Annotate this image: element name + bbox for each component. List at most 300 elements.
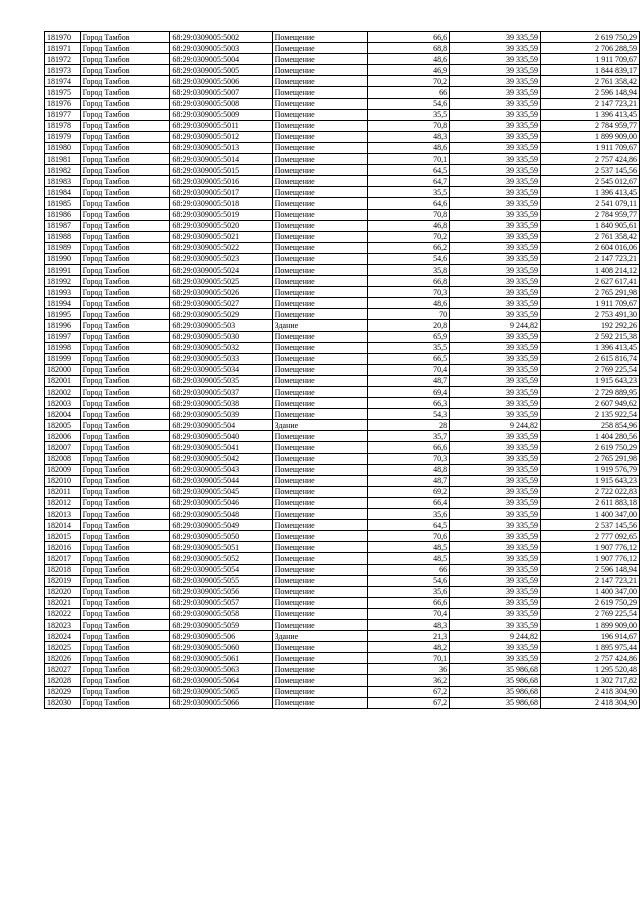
table-row bbox=[45, 375, 640, 386]
row-id-cell: 181989 bbox=[45, 242, 81, 253]
row-id-cell: 182000 bbox=[45, 364, 81, 375]
cadastral-number-cell: 68:29:0309005:5049 bbox=[170, 520, 272, 531]
table-row bbox=[45, 209, 640, 220]
city-cell: Город Тамбов bbox=[80, 231, 170, 242]
area-cell: 69,4 bbox=[367, 387, 449, 398]
table-row bbox=[45, 420, 640, 431]
object-type-cell: Помещение bbox=[272, 298, 367, 309]
specific-value-cell: 39 335,59 bbox=[450, 87, 541, 98]
row-id-cell: 181974 bbox=[45, 76, 81, 87]
specific-value-cell: 39 335,59 bbox=[450, 32, 541, 43]
object-type-cell: Помещение bbox=[272, 276, 367, 287]
specific-value-cell: 39 335,59 bbox=[450, 553, 541, 564]
city-cell: Город Тамбов bbox=[80, 564, 170, 575]
row-id-cell: 181982 bbox=[45, 165, 81, 176]
object-type-cell: Помещение bbox=[272, 464, 367, 475]
table-row bbox=[45, 176, 640, 187]
cadastral-number-cell: 68:29:0309005:5056 bbox=[170, 586, 272, 597]
cadastral-value-cell: 2 753 491,30 bbox=[540, 309, 639, 320]
table-row bbox=[45, 320, 640, 331]
object-type-cell: Помещение bbox=[272, 109, 367, 120]
specific-value-cell: 39 335,59 bbox=[450, 509, 541, 520]
cadastral-value-cell: 2 607 949,62 bbox=[540, 398, 639, 409]
cadastral-number-cell: 68:29:0309005:504 bbox=[170, 420, 272, 431]
object-type-cell: Помещение bbox=[272, 675, 367, 686]
cadastral-value-cell: 2 765 291,98 bbox=[540, 453, 639, 464]
table-row bbox=[45, 642, 640, 653]
cadastral-number-cell: 68:29:0309005:5024 bbox=[170, 264, 272, 275]
row-id-cell: 181984 bbox=[45, 187, 81, 198]
row-id-cell: 181981 bbox=[45, 154, 81, 165]
row-id-cell: 182012 bbox=[45, 497, 81, 508]
city-cell: Город Тамбов bbox=[80, 287, 170, 298]
cadastral-number-cell: 68:29:0309005:5059 bbox=[170, 619, 272, 630]
object-type-cell: Помещение bbox=[272, 442, 367, 453]
cadastral-number-cell: 68:29:0309005:5025 bbox=[170, 276, 272, 287]
table-row bbox=[45, 187, 640, 198]
cadastral-number-cell: 68:29:0309005:5009 bbox=[170, 109, 272, 120]
object-type-cell: Помещение bbox=[272, 597, 367, 608]
object-type-cell: Помещение bbox=[272, 187, 367, 198]
object-type-cell: Помещение bbox=[272, 564, 367, 575]
cadastral-number-cell: 68:29:0309005:5021 bbox=[170, 231, 272, 242]
table-row bbox=[45, 353, 640, 364]
area-cell: 46,8 bbox=[367, 220, 449, 231]
specific-value-cell: 39 335,59 bbox=[450, 497, 541, 508]
cadastral-number-cell: 68:29:0309005:5057 bbox=[170, 597, 272, 608]
area-cell: 66,3 bbox=[367, 398, 449, 409]
row-id-cell: 182026 bbox=[45, 653, 81, 664]
row-id-cell: 182016 bbox=[45, 542, 81, 553]
object-type-cell: Помещение bbox=[272, 220, 367, 231]
city-cell: Город Тамбов bbox=[80, 608, 170, 619]
cadastral-value-cell: 2 619 750,29 bbox=[540, 442, 639, 453]
city-cell: Город Тамбов bbox=[80, 331, 170, 342]
city-cell: Город Тамбов bbox=[80, 375, 170, 386]
area-cell: 70,2 bbox=[367, 231, 449, 242]
area-cell: 70,2 bbox=[367, 76, 449, 87]
row-id-cell: 181977 bbox=[45, 109, 81, 120]
row-id-cell: 181987 bbox=[45, 220, 81, 231]
row-id-cell: 182001 bbox=[45, 375, 81, 386]
object-type-cell: Помещение bbox=[272, 87, 367, 98]
object-type-cell: Помещение bbox=[272, 176, 367, 187]
table-row bbox=[45, 686, 640, 697]
specific-value-cell: 39 335,59 bbox=[450, 109, 541, 120]
object-type-cell: Помещение bbox=[272, 497, 367, 508]
cadastral-value-cell: 2 135 922,54 bbox=[540, 409, 639, 420]
table-row bbox=[45, 264, 640, 275]
cadastral-value-cell: 2 765 291,98 bbox=[540, 287, 639, 298]
specific-value-cell: 39 335,59 bbox=[450, 220, 541, 231]
specific-value-cell: 39 335,59 bbox=[450, 586, 541, 597]
specific-value-cell: 39 335,59 bbox=[450, 653, 541, 664]
cadastral-value-cell: 1 915 643,23 bbox=[540, 375, 639, 386]
row-id-cell: 182002 bbox=[45, 387, 81, 398]
city-cell: Город Тамбов bbox=[80, 309, 170, 320]
table-row bbox=[45, 475, 640, 486]
area-cell: 70,8 bbox=[367, 120, 449, 131]
specific-value-cell: 39 335,59 bbox=[450, 209, 541, 220]
city-cell: Город Тамбов bbox=[80, 697, 170, 708]
table-row bbox=[45, 298, 640, 309]
table-body bbox=[45, 32, 640, 709]
table-row bbox=[45, 431, 640, 442]
object-type-cell: Здание bbox=[272, 631, 367, 642]
cadastral-value-cell: 1 396 413,45 bbox=[540, 187, 639, 198]
city-cell: Город Тамбов bbox=[80, 664, 170, 675]
object-type-cell: Помещение bbox=[272, 619, 367, 630]
area-cell: 70,1 bbox=[367, 154, 449, 165]
specific-value-cell: 39 335,59 bbox=[450, 375, 541, 386]
specific-value-cell: 39 335,59 bbox=[450, 242, 541, 253]
object-type-cell: Помещение bbox=[272, 165, 367, 176]
specific-value-cell: 39 335,59 bbox=[450, 76, 541, 87]
object-type-cell: Помещение bbox=[272, 531, 367, 542]
cadastral-number-cell: 68:29:0309005:5054 bbox=[170, 564, 272, 575]
object-type-cell: Помещение bbox=[272, 409, 367, 420]
specific-value-cell: 39 335,59 bbox=[450, 309, 541, 320]
city-cell: Город Тамбов bbox=[80, 54, 170, 65]
table-row bbox=[45, 131, 640, 142]
object-type-cell: Помещение bbox=[272, 231, 367, 242]
table-row bbox=[45, 142, 640, 153]
specific-value-cell: 9 244,82 bbox=[450, 631, 541, 642]
city-cell: Город Тамбов bbox=[80, 109, 170, 120]
object-type-cell: Помещение bbox=[272, 309, 367, 320]
city-cell: Город Тамбов bbox=[80, 409, 170, 420]
cadastral-value-cell: 2 769 225,54 bbox=[540, 364, 639, 375]
area-cell: 48,2 bbox=[367, 642, 449, 653]
specific-value-cell: 39 335,59 bbox=[450, 398, 541, 409]
cadastral-value-cell: 2 418 304,90 bbox=[540, 697, 639, 708]
city-cell: Город Тамбов bbox=[80, 453, 170, 464]
area-cell: 48,8 bbox=[367, 464, 449, 475]
object-type-cell: Помещение bbox=[272, 509, 367, 520]
cadastral-number-cell: 68:29:0309005:5061 bbox=[170, 653, 272, 664]
cadastral-number-cell: 68:29:0309005:5019 bbox=[170, 209, 272, 220]
city-cell: Город Тамбов bbox=[80, 176, 170, 187]
cadastral-value-cell: 2 627 617,41 bbox=[540, 276, 639, 287]
cadastral-number-cell: 68:29:0309005:5006 bbox=[170, 76, 272, 87]
area-cell: 70,1 bbox=[367, 653, 449, 664]
specific-value-cell: 39 335,59 bbox=[450, 520, 541, 531]
row-id-cell: 182022 bbox=[45, 608, 81, 619]
area-cell: 54,6 bbox=[367, 575, 449, 586]
city-cell: Город Тамбов bbox=[80, 686, 170, 697]
cadastral-value-cell: 1 396 413,45 bbox=[540, 342, 639, 353]
table-row bbox=[45, 409, 640, 420]
table-row bbox=[45, 387, 640, 398]
specific-value-cell: 39 335,59 bbox=[450, 331, 541, 342]
cadastral-number-cell: 68:29:0309005:5044 bbox=[170, 475, 272, 486]
cadastral-value-cell: 1 899 909,00 bbox=[540, 131, 639, 142]
city-cell: Город Тамбов bbox=[80, 675, 170, 686]
cadastral-number-cell: 68:29:0309005:5008 bbox=[170, 98, 272, 109]
row-id-cell: 181991 bbox=[45, 264, 81, 275]
city-cell: Город Тамбов bbox=[80, 387, 170, 398]
row-id-cell: 182024 bbox=[45, 631, 81, 642]
row-id-cell: 182020 bbox=[45, 586, 81, 597]
object-type-cell: Здание bbox=[272, 320, 367, 331]
city-cell: Город Тамбов bbox=[80, 142, 170, 153]
table-row bbox=[45, 65, 640, 76]
row-id-cell: 181995 bbox=[45, 309, 81, 320]
cadastral-number-cell: 68:29:0309005:5014 bbox=[170, 154, 272, 165]
cadastral-number-cell: 68:29:0309005:5012 bbox=[170, 131, 272, 142]
cadastral-number-cell: 68:29:0309005:5034 bbox=[170, 364, 272, 375]
table-row bbox=[45, 608, 640, 619]
specific-value-cell: 39 335,59 bbox=[450, 165, 541, 176]
area-cell: 48,5 bbox=[367, 553, 449, 564]
specific-value-cell: 39 335,59 bbox=[450, 65, 541, 76]
city-cell: Город Тамбов bbox=[80, 209, 170, 220]
city-cell: Город Тамбов bbox=[80, 276, 170, 287]
table-row bbox=[45, 165, 640, 176]
row-id-cell: 181970 bbox=[45, 32, 81, 43]
table-row bbox=[45, 497, 640, 508]
specific-value-cell: 39 335,59 bbox=[450, 342, 541, 353]
cadastral-value-cell: 2 757 424,86 bbox=[540, 653, 639, 664]
cadastral-number-cell: 68:29:0309005:5060 bbox=[170, 642, 272, 653]
table-row bbox=[45, 109, 640, 120]
table-row bbox=[45, 520, 640, 531]
city-cell: Город Тамбов bbox=[80, 420, 170, 431]
specific-value-cell: 39 335,59 bbox=[450, 43, 541, 54]
object-type-cell: Помещение bbox=[272, 375, 367, 386]
cadastral-number-cell: 68:29:0309005:5048 bbox=[170, 509, 272, 520]
specific-value-cell: 39 335,59 bbox=[450, 276, 541, 287]
cadastral-value-table bbox=[44, 31, 640, 709]
area-cell: 48,6 bbox=[367, 298, 449, 309]
city-cell: Город Тамбов bbox=[80, 431, 170, 442]
specific-value-cell: 39 335,59 bbox=[450, 364, 541, 375]
specific-value-cell: 39 335,59 bbox=[450, 353, 541, 364]
cadastral-value-cell: 1 400 347,00 bbox=[540, 509, 639, 520]
cadastral-number-cell: 68:29:0309005:5045 bbox=[170, 486, 272, 497]
row-id-cell: 182015 bbox=[45, 531, 81, 542]
cadastral-value-cell: 2 537 145,56 bbox=[540, 165, 639, 176]
specific-value-cell: 39 335,59 bbox=[450, 453, 541, 464]
city-cell: Город Тамбов bbox=[80, 642, 170, 653]
object-type-cell: Помещение bbox=[272, 142, 367, 153]
area-cell: 64,6 bbox=[367, 198, 449, 209]
table-row bbox=[45, 486, 640, 497]
object-type-cell: Помещение bbox=[272, 364, 367, 375]
city-cell: Город Тамбов bbox=[80, 165, 170, 176]
object-type-cell: Здание bbox=[272, 420, 367, 431]
area-cell: 66,5 bbox=[367, 353, 449, 364]
row-id-cell: 182004 bbox=[45, 409, 81, 420]
specific-value-cell: 39 335,59 bbox=[450, 54, 541, 65]
cadastral-number-cell: 68:29:0309005:5033 bbox=[170, 353, 272, 364]
city-cell: Город Тамбов bbox=[80, 631, 170, 642]
specific-value-cell: 39 335,59 bbox=[450, 120, 541, 131]
cadastral-value-cell: 2 722 022,83 bbox=[540, 486, 639, 497]
cadastral-value-cell: 2 611 883,18 bbox=[540, 497, 639, 508]
row-id-cell: 182011 bbox=[45, 486, 81, 497]
row-id-cell: 182027 bbox=[45, 664, 81, 675]
city-cell: Город Тамбов bbox=[80, 597, 170, 608]
object-type-cell: Помещение bbox=[272, 653, 367, 664]
row-id-cell: 181985 bbox=[45, 198, 81, 209]
table-row bbox=[45, 309, 640, 320]
cadastral-value-cell: 2 596 148,94 bbox=[540, 87, 639, 98]
cadastral-value-cell: 1 404 280,56 bbox=[540, 431, 639, 442]
table-row bbox=[45, 653, 640, 664]
cadastral-value-cell: 2 537 145,56 bbox=[540, 520, 639, 531]
city-cell: Город Тамбов bbox=[80, 464, 170, 475]
city-cell: Город Тамбов bbox=[80, 486, 170, 497]
cadastral-number-cell: 68:29:0309005:5038 bbox=[170, 398, 272, 409]
table-row bbox=[45, 564, 640, 575]
area-cell: 70,4 bbox=[367, 608, 449, 619]
area-cell: 20,8 bbox=[367, 320, 449, 331]
object-type-cell: Помещение bbox=[272, 209, 367, 220]
row-id-cell: 181978 bbox=[45, 120, 81, 131]
cadastral-value-cell: 1 911 709,67 bbox=[540, 298, 639, 309]
area-cell: 48,7 bbox=[367, 475, 449, 486]
object-type-cell: Помещение bbox=[272, 54, 367, 65]
city-cell: Город Тамбов bbox=[80, 653, 170, 664]
cadastral-value-cell: 2 784 959,77 bbox=[540, 120, 639, 131]
specific-value-cell: 39 335,59 bbox=[450, 608, 541, 619]
row-id-cell: 182019 bbox=[45, 575, 81, 586]
cadastral-number-cell: 68:29:0309005:5035 bbox=[170, 375, 272, 386]
row-id-cell: 181993 bbox=[45, 287, 81, 298]
table-row bbox=[45, 287, 640, 298]
cadastral-value-cell: 1 915 643,23 bbox=[540, 475, 639, 486]
area-cell: 70,6 bbox=[367, 531, 449, 542]
cadastral-number-cell: 68:29:0309005:5027 bbox=[170, 298, 272, 309]
cadastral-value-cell: 2 757 424,86 bbox=[540, 154, 639, 165]
area-cell: 48,7 bbox=[367, 375, 449, 386]
cadastral-number-cell: 68:29:0309005:5018 bbox=[170, 198, 272, 209]
specific-value-cell: 39 335,59 bbox=[450, 575, 541, 586]
specific-value-cell: 9 244,82 bbox=[450, 420, 541, 431]
cadastral-value-cell: 1 295 520,48 bbox=[540, 664, 639, 675]
cadastral-number-cell: 68:29:0309005:5020 bbox=[170, 220, 272, 231]
table-row bbox=[45, 54, 640, 65]
table-row bbox=[45, 231, 640, 242]
area-cell: 67,2 bbox=[367, 686, 449, 697]
cadastral-number-cell: 68:29:0309005:5037 bbox=[170, 387, 272, 398]
city-cell: Город Тамбов bbox=[80, 76, 170, 87]
cadastral-number-cell: 68:29:0309005:5016 bbox=[170, 176, 272, 187]
table-row bbox=[45, 43, 640, 54]
city-cell: Город Тамбов bbox=[80, 242, 170, 253]
specific-value-cell: 39 335,59 bbox=[450, 464, 541, 475]
row-id-cell: 181972 bbox=[45, 54, 81, 65]
specific-value-cell: 39 335,59 bbox=[450, 431, 541, 442]
area-cell: 35,6 bbox=[367, 586, 449, 597]
cadastral-number-cell: 68:29:0309005:5050 bbox=[170, 531, 272, 542]
cadastral-value-cell: 1 302 717,82 bbox=[540, 675, 639, 686]
area-cell: 35,7 bbox=[367, 431, 449, 442]
cadastral-value-cell: 2 784 959,77 bbox=[540, 209, 639, 220]
city-cell: Город Тамбов bbox=[80, 442, 170, 453]
object-type-cell: Помещение bbox=[272, 131, 367, 142]
cadastral-number-cell: 68:29:0309005:5042 bbox=[170, 453, 272, 464]
row-id-cell: 182018 bbox=[45, 564, 81, 575]
specific-value-cell: 9 244,82 bbox=[450, 320, 541, 331]
table-row bbox=[45, 675, 640, 686]
area-cell: 48,5 bbox=[367, 542, 449, 553]
specific-value-cell: 39 335,59 bbox=[450, 486, 541, 497]
table-row bbox=[45, 664, 640, 675]
table-row bbox=[45, 198, 640, 209]
table-row bbox=[45, 98, 640, 109]
object-type-cell: Помещение bbox=[272, 387, 367, 398]
specific-value-cell: 35 986,68 bbox=[450, 686, 541, 697]
city-cell: Город Тамбов bbox=[80, 531, 170, 542]
cadastral-number-cell: 68:29:0309005:5004 bbox=[170, 54, 272, 65]
object-type-cell: Помещение bbox=[272, 65, 367, 76]
object-type-cell: Помещение bbox=[272, 686, 367, 697]
specific-value-cell: 39 335,59 bbox=[450, 409, 541, 420]
city-cell: Город Тамбов bbox=[80, 264, 170, 275]
object-type-cell: Помещение bbox=[272, 287, 367, 298]
cadastral-value-cell: 2 769 225,54 bbox=[540, 608, 639, 619]
row-id-cell: 182005 bbox=[45, 420, 81, 431]
row-id-cell: 181976 bbox=[45, 98, 81, 109]
city-cell: Город Тамбов bbox=[80, 220, 170, 231]
row-id-cell: 182007 bbox=[45, 442, 81, 453]
row-id-cell: 181998 bbox=[45, 342, 81, 353]
cadastral-number-cell: 68:29:0309005:5046 bbox=[170, 497, 272, 508]
cadastral-number-cell: 68:29:0309005:5029 bbox=[170, 309, 272, 320]
cadastral-number-cell: 68:29:0309005:5065 bbox=[170, 686, 272, 697]
table-row bbox=[45, 619, 640, 630]
cadastral-number-cell: 68:29:0309005:503 bbox=[170, 320, 272, 331]
cadastral-number-cell: 68:29:0309005:5066 bbox=[170, 697, 272, 708]
area-cell: 66,6 bbox=[367, 597, 449, 608]
object-type-cell: Помещение bbox=[272, 608, 367, 619]
object-type-cell: Помещение bbox=[272, 475, 367, 486]
cadastral-number-cell: 68:29:0309005:5064 bbox=[170, 675, 272, 686]
object-type-cell: Помещение bbox=[272, 697, 367, 708]
area-cell: 35,6 bbox=[367, 509, 449, 520]
object-type-cell: Помещение bbox=[272, 431, 367, 442]
city-cell: Город Тамбов bbox=[80, 542, 170, 553]
row-id-cell: 182010 bbox=[45, 475, 81, 486]
city-cell: Город Тамбов bbox=[80, 32, 170, 43]
object-type-cell: Помещение bbox=[272, 664, 367, 675]
cadastral-value-cell: 2 615 816,74 bbox=[540, 353, 639, 364]
cadastral-value-cell: 1 895 975,44 bbox=[540, 642, 639, 653]
city-cell: Город Тамбов bbox=[80, 353, 170, 364]
cadastral-number-cell: 68:29:0309005:5043 bbox=[170, 464, 272, 475]
row-id-cell: 182014 bbox=[45, 520, 81, 531]
cadastral-value-cell: 1 400 347,00 bbox=[540, 586, 639, 597]
object-type-cell: Помещение bbox=[272, 32, 367, 43]
specific-value-cell: 39 335,59 bbox=[450, 142, 541, 153]
area-cell: 64,7 bbox=[367, 176, 449, 187]
object-type-cell: Помещение bbox=[272, 98, 367, 109]
object-type-cell: Помещение bbox=[272, 120, 367, 131]
object-type-cell: Помещение bbox=[272, 242, 367, 253]
area-cell: 46,9 bbox=[367, 65, 449, 76]
cadastral-value-cell: 1 408 214,12 bbox=[540, 264, 639, 275]
cadastral-number-cell: 68:29:0309005:5015 bbox=[170, 165, 272, 176]
city-cell: Город Тамбов bbox=[80, 253, 170, 264]
city-cell: Город Тамбов bbox=[80, 619, 170, 630]
row-id-cell: 182021 bbox=[45, 597, 81, 608]
object-type-cell: Помещение bbox=[272, 553, 367, 564]
cadastral-number-cell: 68:29:0309005:5055 bbox=[170, 575, 272, 586]
cadastral-value-cell: 1 907 776,12 bbox=[540, 542, 639, 553]
area-cell: 66,2 bbox=[367, 242, 449, 253]
